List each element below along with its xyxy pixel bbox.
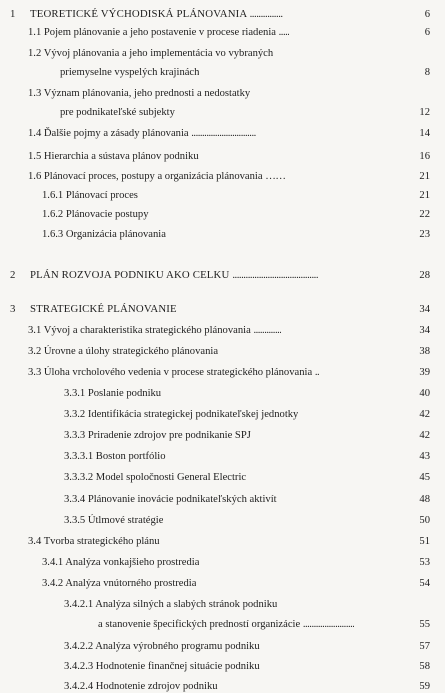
toc-page-number: 8 <box>424 67 430 78</box>
toc-page-number: 42 <box>419 430 430 441</box>
toc-page-number: 53 <box>419 557 430 568</box>
toc-entry-title: 3.3.5 Útlmové stratégie <box>64 515 164 526</box>
toc-page-number: 23 <box>419 229 430 240</box>
toc-entry-title: 3.4.2.1 Analýza silných a slabých stránok podniku <box>64 599 278 610</box>
toc-entry-title: 3.3.3 Priradenie zdrojov pre podnikanie SPJ <box>64 430 251 441</box>
toc-entry-title: 1.6.2 Plánovacie postupy <box>42 209 149 220</box>
toc-entry[interactable] <box>30 269 318 282</box>
toc-entry-title: 1.1 Pojem plánovanie a jeho postavenie v procese riadenia <box>28 27 276 38</box>
toc-entry[interactable] <box>64 408 298 421</box>
toc-entry[interactable] <box>64 450 166 463</box>
toc-entry[interactable] <box>28 535 160 548</box>
toc-entry-title: 1.6.1 Plánovací proces <box>42 190 138 201</box>
toc-entry-title: 3.3 Úloha vrcholového vedenia v procese strategického plánovania <box>28 367 313 378</box>
toc-page-number: 28 <box>419 270 430 281</box>
toc-page-number: 22 <box>419 209 430 220</box>
toc-entry-title: PLÁN ROZVOJA PODNIKU AKO CELKU <box>30 269 230 281</box>
toc-entry-title: TEORETICKÉ VÝCHODISKÁ PLÁNOVANIA <box>30 8 247 20</box>
toc-entry-title: 3.4.2.2 Analýza výrobného programu podniku <box>64 641 260 652</box>
toc-entry[interactable] <box>28 324 281 337</box>
toc-chapter-number: 1 <box>10 8 16 20</box>
toc-entry-title: a stanovenie špecifických predností organizácie <box>98 619 301 630</box>
toc-leader-dots: ..... <box>278 27 290 38</box>
toc-entry[interactable] <box>28 47 273 60</box>
toc-entry-title: 3.3.3.1 Boston portfólio <box>64 451 166 462</box>
toc-entry[interactable] <box>64 387 161 400</box>
toc-page-number: 6 <box>424 9 430 20</box>
toc-entry[interactable] <box>28 170 285 183</box>
toc-entry[interactable] <box>42 189 138 202</box>
toc-entry[interactable] <box>28 366 319 379</box>
toc-entry[interactable] <box>42 556 199 569</box>
toc-entry-title: 1.2 Vývoj plánovania a jeho implementácia vo vybraných <box>28 48 274 59</box>
toc-entry-title: 3.4 Tvorba strategického plánu <box>28 536 160 547</box>
toc-entry-title: 1.4 Ďalšie pojmy a zásady plánovania <box>28 128 189 139</box>
toc-page-number: 48 <box>419 494 430 505</box>
toc-page-number: 34 <box>419 325 430 336</box>
toc-chapter-number: 2 <box>10 269 16 281</box>
toc-entry-title: 1.5 Hierarchia a sústava plánov podniku <box>28 151 199 162</box>
toc-page-number: 42 <box>419 409 430 420</box>
toc-page-number: 57 <box>419 641 430 652</box>
toc-page-number: 58 <box>419 661 430 672</box>
toc-entry[interactable] <box>64 660 260 673</box>
toc-page-number: 50 <box>419 515 430 526</box>
toc-entry[interactable] <box>64 598 277 611</box>
toc-entry[interactable] <box>28 127 256 140</box>
toc-entry-title: 1.6 Plánovací proces, postupy a organizácia plánovania <box>28 171 263 182</box>
toc-leader-dots: ........................ <box>302 619 355 630</box>
toc-entry[interactable] <box>64 493 277 506</box>
toc-entry[interactable] <box>28 87 250 100</box>
toc-leader-dots: ....................................... <box>232 269 319 281</box>
toc-entry[interactable] <box>42 228 166 241</box>
toc-entry-title: 3.2 Úrovne a úlohy strategického plánovania <box>28 346 219 357</box>
toc-entry-title: 3.4.1 Analýza vonkajšieho prostredia <box>42 557 200 568</box>
toc-entry-title: STRATEGICKÉ PLÁNOVANIE <box>30 303 177 315</box>
toc-page-number: 14 <box>419 128 430 139</box>
toc-chapter-number: 3 <box>10 303 16 315</box>
toc-leader-dots: ............... <box>249 8 283 20</box>
toc-entry[interactable] <box>64 429 251 442</box>
toc-page-number: 40 <box>419 388 430 399</box>
toc-entry-title: 3.3.3.2 Model spoločnosti General Electric <box>64 472 247 483</box>
toc-entry[interactable] <box>64 471 246 484</box>
toc-entry-title: 3.3.2 Identifikácia strategickej podnikateľskej jednotky <box>64 409 299 420</box>
toc-entry[interactable] <box>64 640 260 653</box>
toc-entry[interactable] <box>28 150 199 163</box>
toc-entry-title: 1.3 Význam plánovania, jeho prednosti a nedostatky <box>28 88 251 99</box>
toc-page-number: 34 <box>419 304 430 315</box>
toc-page-number: 39 <box>419 367 430 378</box>
toc-entry[interactable] <box>28 26 289 39</box>
toc-page-number: 54 <box>419 578 430 589</box>
toc-page-number: 16 <box>419 151 430 162</box>
toc-entry-title: 3.4.2.3 Hodnotenie finančnej situácie podniku <box>64 661 260 672</box>
toc-entry[interactable] <box>98 618 354 631</box>
toc-entry-title: 1.6.3 Organizácia plánovania <box>42 229 166 240</box>
toc-entry[interactable] <box>42 208 149 221</box>
toc-page-number: 45 <box>419 472 430 483</box>
toc-page-number: 6 <box>424 27 430 38</box>
toc-leader-dots: ............. <box>253 325 282 336</box>
toc-leader-dots: .............................. <box>191 128 256 139</box>
toc-entry-title: pre podnikateľské subjekty <box>60 107 175 118</box>
toc-entry[interactable] <box>42 577 196 590</box>
toc-entry[interactable] <box>64 680 218 693</box>
toc-page-number: 51 <box>419 536 430 547</box>
toc-page-number: 21 <box>419 171 430 182</box>
toc-page-number: 43 <box>419 451 430 462</box>
toc-entry[interactable] <box>60 106 175 119</box>
toc-page-number: 55 <box>419 619 430 630</box>
toc-page-number: 12 <box>419 107 430 118</box>
toc-entry[interactable] <box>60 66 199 79</box>
toc-entry[interactable] <box>64 514 163 527</box>
toc-leader-dots: .. <box>314 367 320 378</box>
toc-entry[interactable] <box>28 345 218 358</box>
toc-leader-dots: …… <box>265 171 286 182</box>
toc-entry-title: 3.3.4 Plánovanie inovácie podnikateľských aktivít <box>64 494 277 505</box>
toc-entry-title: priemyselne vyspelých krajinách <box>60 67 200 78</box>
toc-page-number: 59 <box>419 681 430 692</box>
toc-page-number: 21 <box>419 190 430 201</box>
toc-entry-title: 3.3.1 Poslanie podniku <box>64 388 162 399</box>
toc-entry[interactable] <box>30 8 283 21</box>
toc-entry-title: 3.4.2 Analýza vnútorného prostredia <box>42 578 197 589</box>
toc-entry[interactable] <box>30 303 177 316</box>
toc-entry-title: 3.4.2.4 Hodnotenie zdrojov podniku <box>64 681 218 692</box>
toc-page-number: 38 <box>419 346 430 357</box>
toc-entry-title: 3.1 Vývoj a charakteristika strategického plánovania <box>28 325 251 336</box>
